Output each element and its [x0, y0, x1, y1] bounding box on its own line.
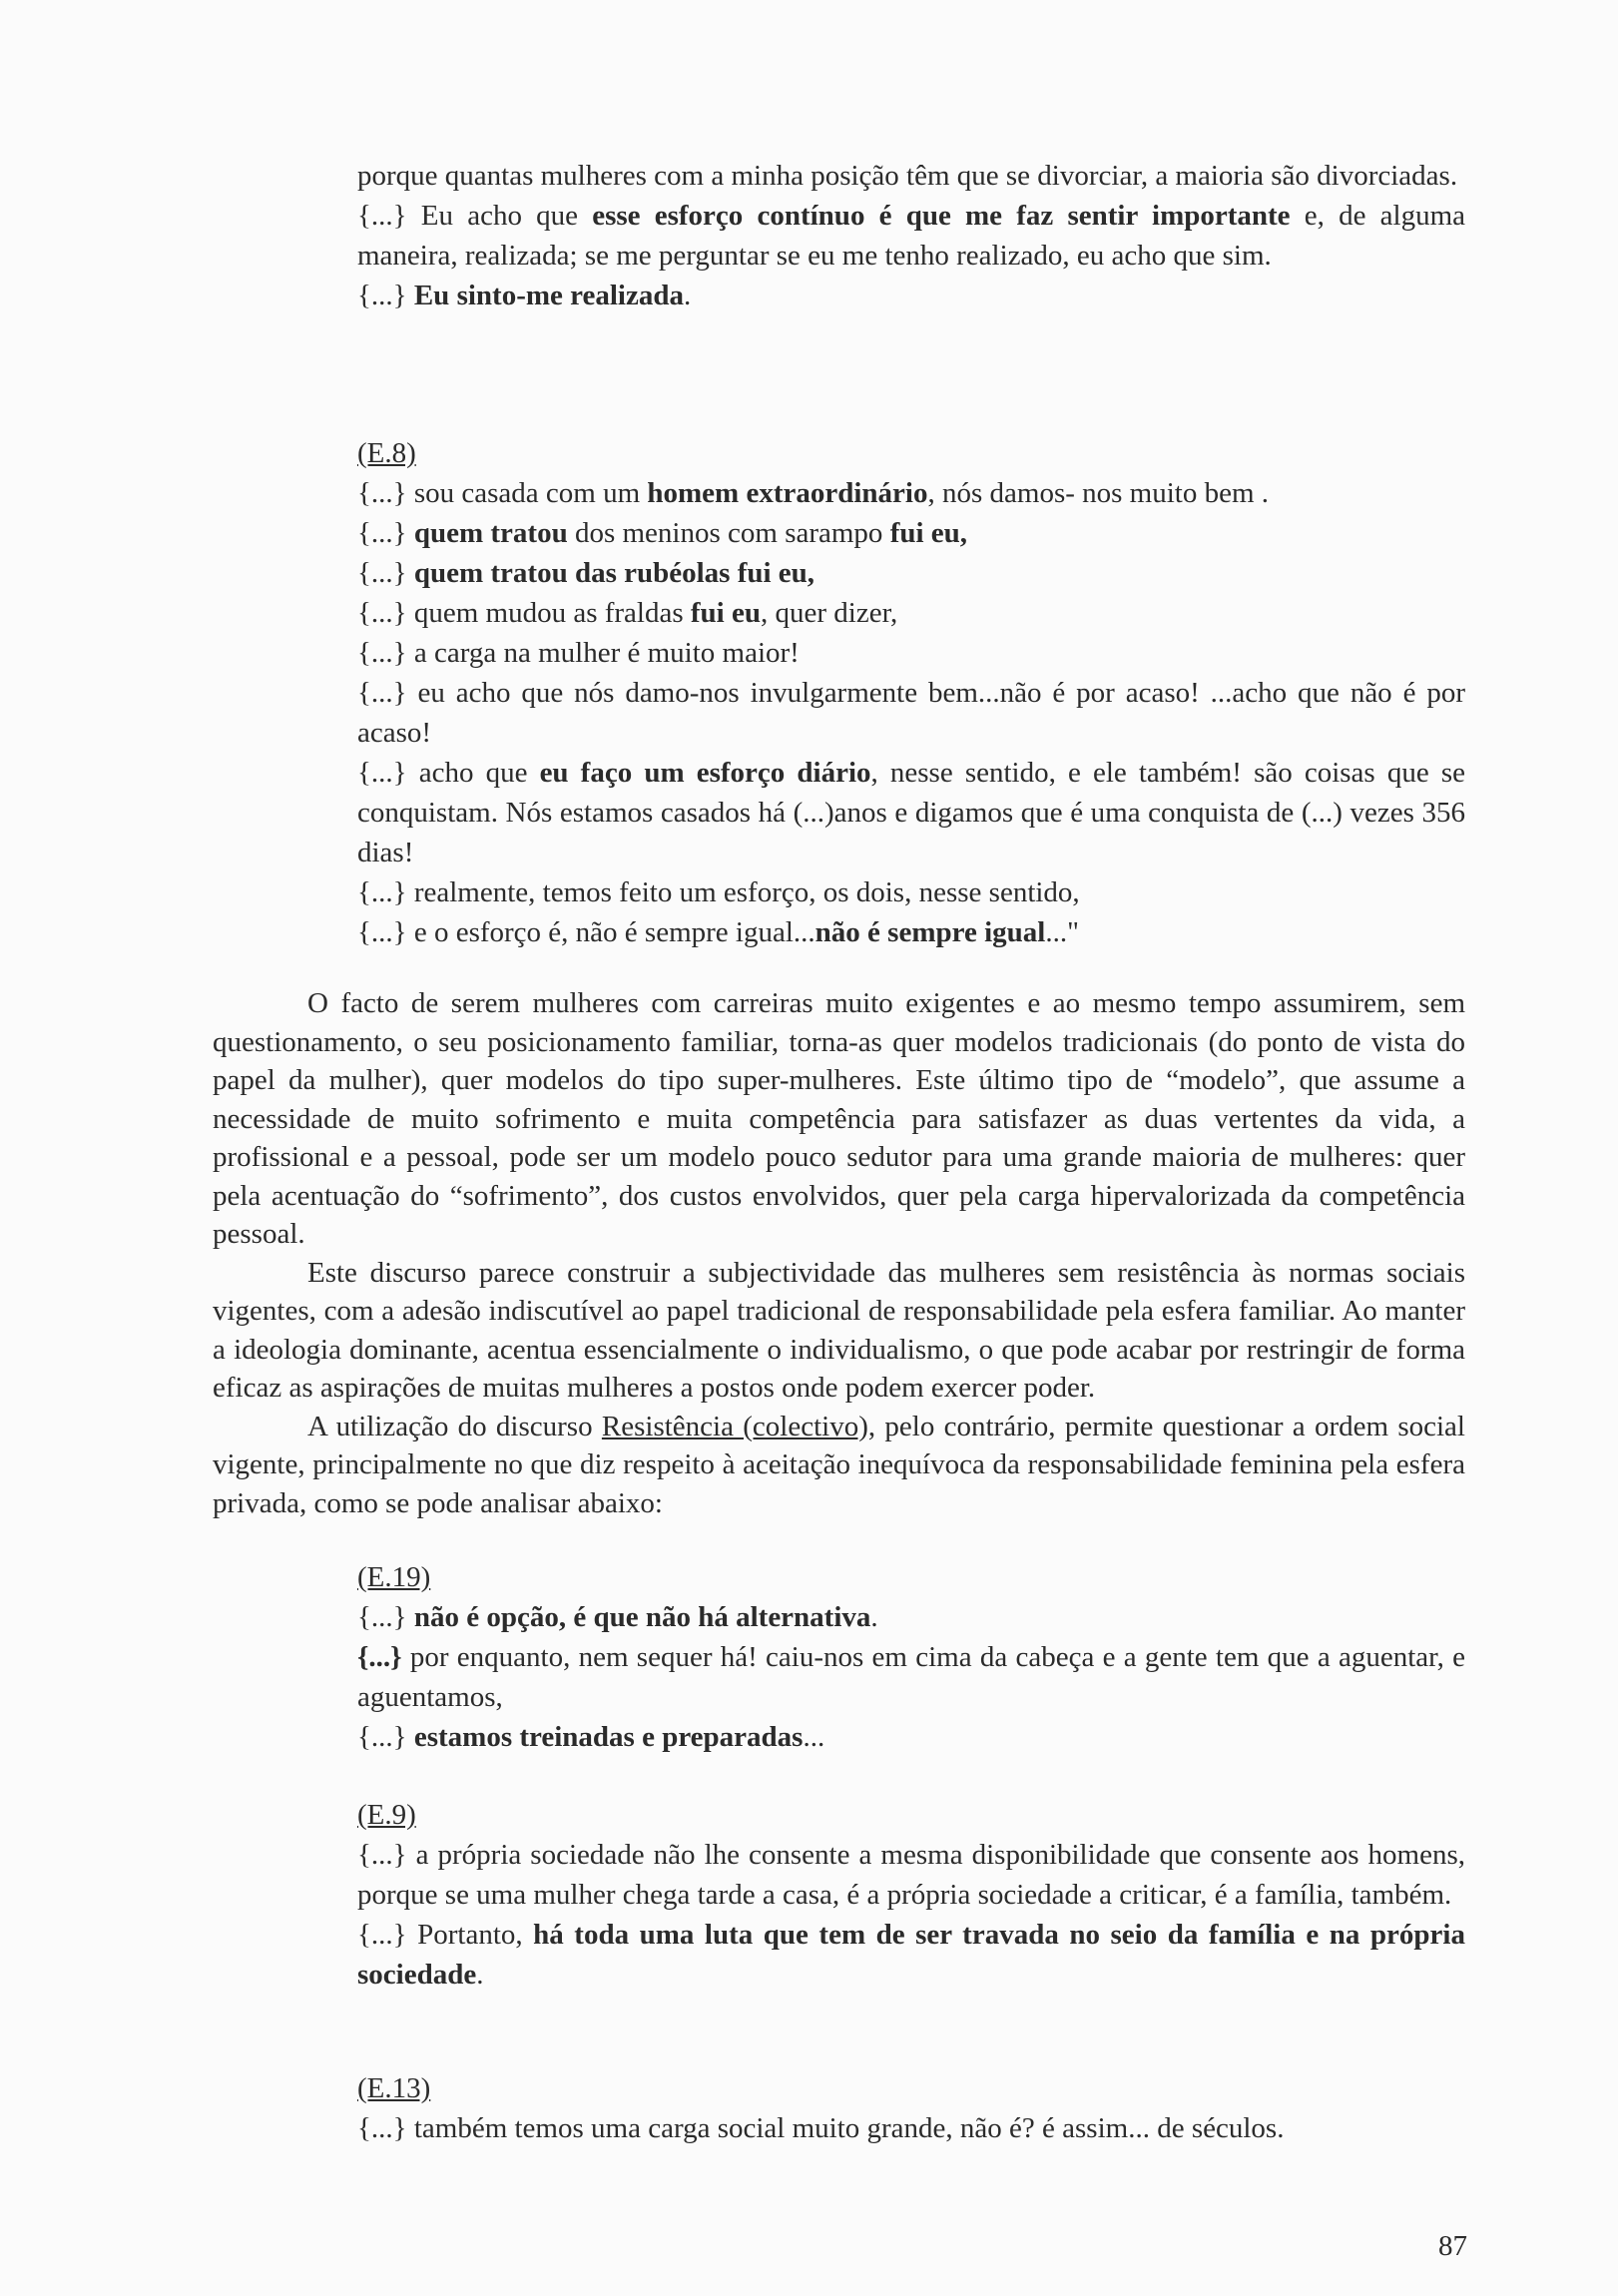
quote-line: {...} eu acho que nós damo-nos invulgarmente bem...não é por acaso! ...acho que não é por acaso! — [357, 677, 1465, 749]
quote-line: porque quantas mulheres com a minha posição têm que se divorciar, a maioria são divorciadas. — [357, 160, 1458, 192]
body-paragraph: Este discurso parece construir a subjectividade das mulheres sem resistência às normas sociais vigentes, com a adesão indiscutível ao papel tradicional de responsabilidade pela esfera familiar. Ao manter a ideologia dominante, acentua essencialmente o individualismo, o que pode acabar por restringir de forma eficaz as aspirações de muitas mulheres a postos onde podem exercer poder. — [213, 1256, 1465, 1404]
quote-block-e9 — [357, 1795, 1465, 1995]
quote-line: {...} quem tratou das rubéolas fui eu, — [357, 557, 815, 589]
quote-line: {...} realmente, temos feito um esforço, os dois, nesse sentido, — [357, 876, 1080, 908]
interview-label: (E.13) — [357, 2072, 431, 2104]
quote-block-top — [357, 156, 1465, 315]
quote-line: {...} quem tratou dos meninos com sarampo fui eu, — [357, 517, 968, 549]
quote-line: {...} por enquanto, nem sequer há! caiu-nos em cima da cabeça e a gente tem que a aguentar, e aguentamos, — [357, 1641, 1465, 1713]
body-paragraph: O facto de serem mulheres com carreiras muito exigentes e ao mesmo tempo assumirem, sem questionamento, o seu posicionamento familiar, torna-as quer modelos tradicionais (do ponto de vista do papel da mulher), quer modelos do tipo super-mulheres. Este último tipo de “modelo”, que assume a necessidade de muito sofrimento e muita competência para satisfazer as duas vertentes da vida, a profissional e a pessoal, pode ser um modelo pouco sedutor para uma grande maioria de mulheres: quer pela acentuação do “sofrimento”, dos custos envolvidos, quer pela carga hipervalorizada da competência pessoal. — [213, 987, 1465, 1250]
quote-block-e19 — [357, 1557, 1465, 1757]
interview-label: (E.19) — [357, 1561, 431, 1593]
quote-line: {...} estamos treinadas e preparadas... — [357, 1721, 825, 1753]
quote-line: {...} não é opção, é que não há alternativa. — [357, 1601, 878, 1633]
quote-line: {...} Portanto, há toda uma luta que tem de ser travada no seio da família e na própria sociedade. — [357, 1919, 1465, 1991]
quote-block-e8 — [357, 433, 1465, 952]
quote-line: {...} também temos uma carga social muito grande, não é? é assim... de séculos. — [357, 2112, 1285, 2144]
quote-line: {...} a carga na mulher é muito maior! — [357, 637, 800, 669]
quote-line: {...} Eu sinto-me realizada. — [357, 280, 692, 311]
page-number: 87 — [1438, 2230, 1467, 2262]
quote-line: {...} a própria sociedade não lhe consente a mesma disponibilidade que consente aos homens, porque se uma mulher chega tarde a casa, é a própria sociedade a criticar, é a família, também. — [357, 1839, 1465, 1911]
quote-line: {...} sou casada com um homem extraordinário, nós damos- nos muito bem . — [357, 477, 1270, 509]
quote-line: {...} e o esforço é, não é sempre igual...não é sempre igual..." — [357, 916, 1079, 948]
quote-line: {...} Eu acho que esse esforço contínuo é que me faz sentir importante e, de alguma maneira, realizada; se me perguntar se eu me tenho realizado, eu acho que sim. — [357, 200, 1466, 272]
quote-line: {...} acho que eu faço um esforço diário, nesse sentido, e ele também! são coisas que se conquistam. Nós estamos casados há (...)anos e digamos que é uma conquista de (...) vezes 356 dias! — [357, 757, 1465, 868]
quote-line: {...} quem mudou as fraldas fui eu, quer dizer, — [357, 597, 898, 629]
interview-label: (E.9) — [357, 1799, 416, 1831]
interview-label: (E.8) — [357, 437, 416, 469]
body-paragraph: A utilização do discurso Resistência (colectivo), pelo contrário, permite questionar a ordem social vigente, principalmente no que diz respeito à aceitação inequívoca da responsabilidade feminina pela esfera privada, como se pode analisar abaixo: — [213, 1410, 1465, 1519]
body-paragraphs — [213, 984, 1465, 1522]
quote-block-e13 — [357, 2068, 1465, 2148]
